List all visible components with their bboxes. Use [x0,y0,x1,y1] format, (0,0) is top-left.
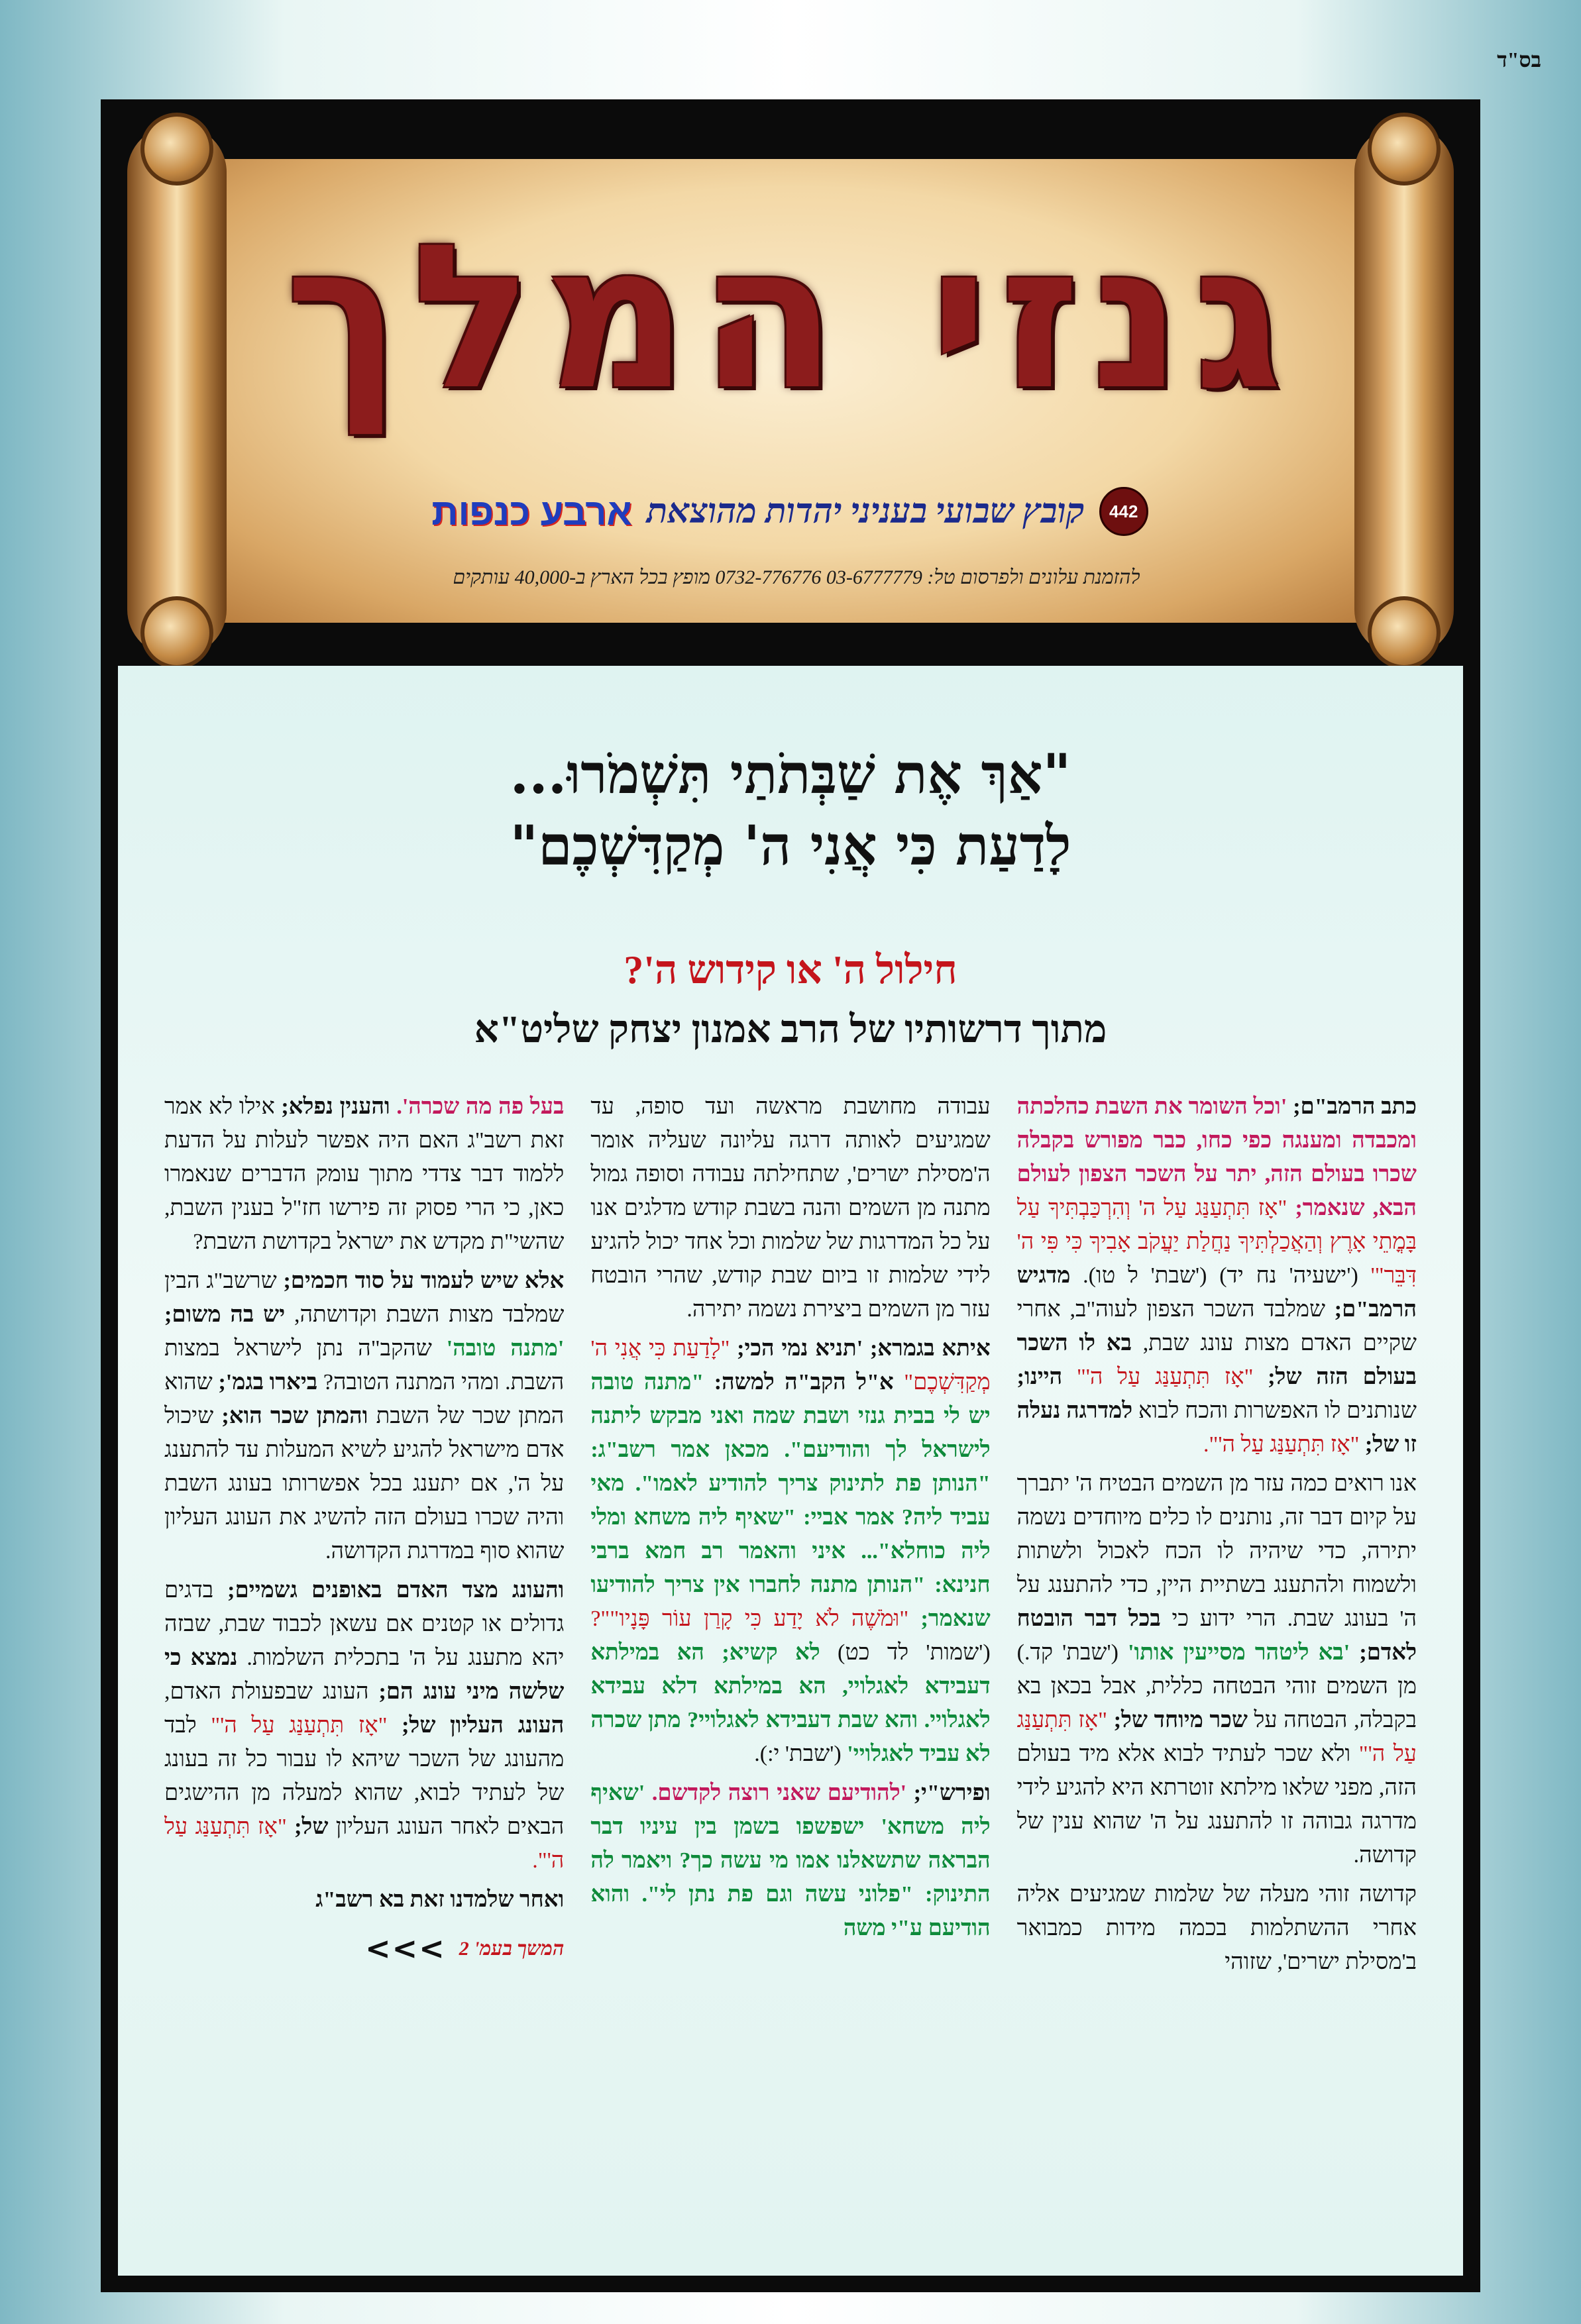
tagline: קובץ שבועי בעניני יהדות מהוצאת [646,492,1085,531]
scroll-cap [1368,113,1441,185]
paragraph: והעונג מצד האדם באופנים גשמיים; בדגים גדולים או קטנים אם עשאן לכבוד שבת, שבזה יהא מתענג על ה' בתכלית השלמות. נמצא כי שלשה מיני עונג הם; העונג שבפעולת האדם, העונג העליון של; "אָז תִּתְעַנַּג עַל ה'" לבד מהעונג של השכר שיהא לו עבור כל זה בעונג של לעתיד לבוא, שהוא למעלה מן ההישגים הבאים לאחר העונג העליון של; "אָז תִּתְעַנַּג עַל ה'". [164,1578,565,1873]
paragraph: אנו רואים כמה עזר מן השמים הבטיח ה' יתברך על קיום דבר זה, נותנים לו כלים מיוחדים נשמה יתירה, כדי שיהיה לו הכח לאכול ולשתות ולשמוח ולהתענג בשתיית היין, כדי להתענג על ה' בעונג שבת. הרי ידוע כי בכל דבר הובטח לאדם; 'בא ליטהר מסייעין אותו' ('שבת' קד.) מן השמים זוהי הבטחה כללית, אבל בכאן בא בקבלה, הבטחה על שכר מיוחד של; "אָז תִּתְעַנַּג עַל ה'" ולא שכר לעתיד לבוא אלא מיד בעולם הזה, מפני שלאו מילתא זוטרתא היא להגיע לידי מדרגה גבוהה זו להתענג על ה' שהוא ענין של קדושה. [1016,1471,1417,1868]
masthead-title: גנזי המלך [285,202,1295,433]
scroll-cap [140,113,213,185]
headline-line: "אַךְ אֶת שַׁבְּתֹתַי תִּשְׁמֹרוּ... [510,743,1071,806]
paragraph: בעל פה מה שכרה'. והענין נפלא; אילו לא אמר זאת רשב"ג האם היה אפשר לעלות על הדעת ללמוד דבר צדדי מתוך עומק הדברים שנאמרו כאן, כי הרי פסוק זה פירשו חז"ל בענין השבת, שהשי"ת מקדש את ישראל בקדושת השבת? [164,1094,565,1254]
scroll-cap [140,596,213,666]
scroll-roll-right [1354,126,1454,656]
paragraph: אלא שיש לעמוד על סוד חכמים; שרשב"ג הבין שמלבד מצות השבת וקדושתה, יש בה משום; 'מתנה טובה' שהקב"ה נתן לישראל במצות השבת. ומהי המתנה הטובה? ביארו בגמ'; שהוא המתן שכר של השבת והמתן שכר הוא; שיכול אדם מישראל להגיע לשיא המעלות עד להתענג על ה', אם יתענג בכל אפשרותו בעונג השבת והיה שכרו בעולם הזה להשיג את העונג העליון שהוא סוף במדרגת הקדושה. [164,1269,565,1563]
article-columns [164,1090,1417,2243]
paragraph: ופירש"י; 'להודיעם שאני רוצה לקדשם. 'שאיף ליה משחא' ישפשפו בשמן בין עיניו דבר הבראה שתשאלנו אמו מי עשה כך? ויאמר לה התינוק: "פלוני עשה וגם פת נתן לי". והוא הודיעם ע"י משה [590,1781,991,1940]
paragraph: ואחר שלמדנו זאת בא רשב"ג [315,1887,565,1912]
masthead [101,99,1480,666]
contact-line: להזמנת עלונים ולפרסום טל: 03-6777779 0732-776776 מופץ בכל הארץ ב-40,000 עותקים [453,566,1140,588]
paragraph: עבודה מחושבת מראשה ועד סופה, עד שמגיעים לאותה דרגה עליונה שעליה אומר ה'מסילת ישרים', שתחילתה עבודה וסופה גמול מתנה מן השמים והנה בשבת קודש מדלגים אנו על כל המדרגות של שלמות וכל אחד יכול להגיע לידי שלמות זו ביום שבת קודש, שהרי הובטח עזר מן השמים ביצירת נשמה יתירה. [590,1094,991,1322]
scroll-roll-left [127,126,227,656]
byline: מתוך דרשותיו של הרב אמנון יצחק שליט"א [474,1008,1107,1051]
issue-badge: 442 [1099,487,1148,536]
publisher-brand: ארבע כנפות [431,490,632,533]
subheading: חילול ה' או קידוש ה'? [624,948,957,992]
continued-label: המשך בעמ' 2 [459,1938,565,1960]
paragraph: קדושה זוהי מעלה של שלמות שמגיעים אליה אחרי ההשתלמות בכמה מידות כמבואר ב'מסילת ישרים', שזוהי [1016,1882,1417,1974]
paragraph: איתא בגמרא; 'תניא נמי הכי; "לָדַעַת כִּי אֲנִי ה' מְקַדִּשְׁכֶם" א"ל הקב"ה למשה: "מתנה טובה יש לי בבית גנזי ושבת שמה ואני מבקש ליתנה לישראל לך והודיעם". מכאן אמר רשב"ג: "הנותן פת לתינוק צריך להודיע לאמו". מאי עביד ליה? אמר אביי: "שאיף ליה משחא ומלי ליה כוחלא"... איני והאמר רב חמא ברבי חנינא: "הנותן מתנה לחברו אין צריך להודיעו שנאמר; "וּמֹשֶׁה לֹא יָדַע כִּי קָרַן עוֹר פָּנָיו""? ('שמות' לד כט) לא קשיא; הא במילתא דעבידא לאגלויי, הא במילתא דלא עבידא לאגלויי. והא שבת דעבידא לאגלויי? מתן שכרה לא עביד לאגלויי' ('שבת' י:). [590,1336,991,1766]
content-panel [118,666,1463,2276]
scroll-cap [1368,596,1441,666]
headline [118,739,1463,882]
paragraph: כתב הרמב"ם; 'וכל השומר את השבת כהלכתה ומכבדה ומענגה כפי כחו, כבר מפורש בקבלה שכרו בעולם הזה, יתר על השכר הצפון לעולם הבא, שנאמר; "אָז תִּתְעַנַּג עַל ה' וְהִרְכַּבְתִּיךָ עַל בָּמֳתֵי אָרֶץ וְהַאֲכַלְתִּיךָ נַחֲלַת יַעֲקֹב אָבִיךָ כִּי פִּי ה' דִּבֵּר"' ('ישעיה' נח יד) ('שבת' ל טו). מדגיש הרמב"ם; שמלבד השכר הצפון לעוה"ב, אחרי שקיים האדם מצות עונג שבת, בא לו השכר בעולם הזה של; "אָז תִּתְעַנַּג עַל ה'" היינו; שנותנים לו האפשרות והכח לבוא למדרגה נעלה זו של; "אָז תִּתְעַנַּג עַל ה'". [1016,1094,1417,1457]
column-middle [590,1090,990,2243]
column-left [164,1090,564,2243]
continued-arrows-icon: <<< [365,1930,446,1966]
masthead-subline [319,487,1260,536]
column-right [1017,1090,1417,2243]
page-mark: בס"ד [1497,48,1541,72]
continued-link[interactable] [164,1926,564,1972]
headline-line: לָדַעַת כִּי אֲנִי ה' מְקַדִּשְׁכֶם" [510,814,1071,878]
